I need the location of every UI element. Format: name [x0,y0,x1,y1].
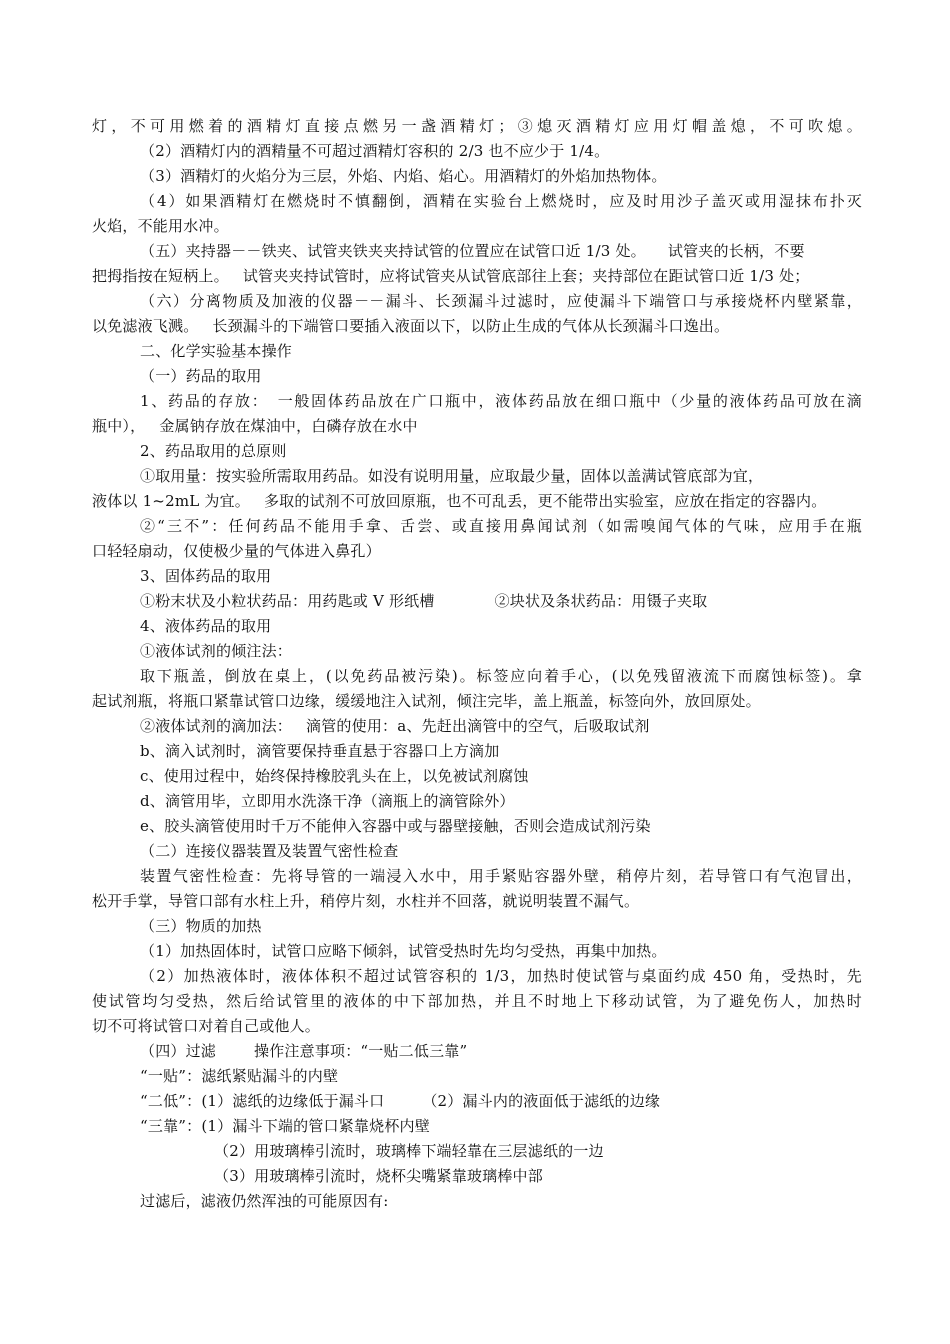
text-line: 3、固体药品的取用 [140,567,272,585]
text-line: “三靠”：(1）漏斗下端的管口紧靠烧杯内壁 [140,1117,430,1135]
text-line: （1）加热固体时，试管口应略下倾斜，试管受热时先均匀受热，再集中加热。 [140,942,667,960]
text-line [92,314,862,339]
text-line [92,714,862,739]
text-line: ①液体试剂的倾注法： [140,642,293,660]
text-segment: ①粉末状及小粒状药品：用药匙或 V 形纸槽 [140,592,435,610]
text-segment: 试管夹夹持试管时，应将试管夹从试管底部往上套；夹持部位在距试管口近 1/3 处； [242,267,810,285]
text-line: （3）用玻璃棒引流时，烧杯尖嘴紧靠玻璃棒中部 [214,1167,543,1185]
text-line: 装置气密性检查：先将导管的一端浸入水中，用手紧贴容器外壁，稍停片刻，若导管口有气泡冒出， [140,867,862,885]
subsection-heading: （二）连接仪器装置及装置气密性检查 [140,842,399,860]
subsection-heading [92,1039,862,1064]
text-segment: 试管夹的长柄，不要 [667,242,805,260]
section-heading: 二、化学实验基本操作 [140,342,293,360]
text-line: 过滤后，滤液仍然浑浊的可能原因有: [140,1192,389,1210]
text-segment: 多取的试剂不可放回原瓶，也不可乱丢，更不能带出实验室，应放在指定的容器内。 [263,492,827,510]
text-line [92,414,862,439]
text-segment: “二低”：(1）滤纸的边缘低于漏斗口 [140,1092,385,1110]
text-segment: （2）漏斗内的液面低于滤纸的边缘 [422,1092,661,1110]
text-line: 火焰，不能用水冲。 [92,217,229,235]
text-line: 4、液体药品的取用 [140,617,272,635]
subsection-heading: （一）药品的取用 [140,367,262,385]
text-segment: 以免滤液飞溅。 [92,317,199,335]
text-line [92,589,862,614]
text-segment: （四）过滤 [140,1042,217,1060]
text-line: 起试剂瓶，将瓶口紧靠试管口边缘，缓缓地注入试剂，倾注完毕，盖上瓶盖，标签向外，放回原处。 [92,692,761,710]
text-segment: （五）夹持器－－铁夹、试管夹铁夹夹持试管的位置应在试管口近 1/3 处。 [140,242,646,260]
text-line: ②“三不”：任何药品不能用手拿、舌尝、或直接用鼻闻试剂（如需嗅闻气体的气味，应用手在瓶 [140,517,862,535]
text-line: ①取用量：按实验所需取用药品。如没有说明用量，应取最少量，固体以盖满试管底部为宜， [140,467,764,485]
subsection-heading: （三）物质的加热 [140,917,262,935]
text-segment: 把拇指按在短柄上。 [92,267,229,285]
text-line: （六）分离物质及加液的仪器－－漏斗、长颈漏斗过滤时，应使漏斗下端管口与承接烧杯内壁紧靠， [140,292,862,310]
text-line: 切不可将试管口对着自己或他人。 [92,1017,321,1035]
text-segment: 瓶中）， [92,417,146,435]
text-line: 取下瓶盖，倒放在桌上，(以免药品被污染)。标签应向着手心，(以免残留液流下而腐蚀标签)。拿 [140,667,862,685]
text-line: 松开手掌，导管口部有水柱上升，稍停片刻，水柱并不回落，就说明装置不漏气。 [92,892,640,910]
text-line: d、滴管用毕，立即用水洗涤干净（滴瓶上的滴管除外） [140,792,515,810]
text-line: 使试管均匀受热，然后给试管里的液体的中下部加热，并且不时地上下移动试管，为了避免伤人，加热时 [92,992,862,1010]
text-segment: 金属钠存放在煤油中，白磷存放在水中 [159,417,418,435]
text-segment: 操作注意事项：“一贴二低三靠” [254,1042,468,1060]
document-page [92,114,862,1214]
text-line: 口轻轻扇动，仅使极少量的气体进入鼻孔） [92,542,381,560]
text-line: （4）如果酒精灯在燃烧时不慎翻倒，酒精在实验台上燃烧时，应及时用沙子盖灭或用湿抹布扑灭 [140,192,862,210]
text-line: 灯，不可用燃着的酒精灯直接点燃另一盏酒精灯；③熄灭酒精灯应用灯帽盖熄，不可吹熄。 [92,117,862,135]
text-segment: ②块状及条状药品：用镊子夹取 [494,592,708,610]
text-line: 2、药品取用的总原则 [140,442,287,460]
text-line [92,489,862,514]
text-segment: 滴管的使用：a、先赶出滴管中的空气，后吸取试剂 [306,717,650,735]
text-line: b、滴入试剂时，滴管要保持垂直悬于容器口上方滴加 [140,742,500,760]
text-line: （2）酒精灯内的酒精量不可超过酒精灯容积的 2/3 也不应少于 1/4。 [140,142,610,160]
text-line: （3）酒精灯的火焰分为三层，外焰、内焰、焰心。用酒精灯的外焰加热物体。 [140,167,667,185]
text-line [92,239,862,264]
text-line: “一贴”：滤纸紧贴漏斗的内壁 [140,1067,339,1085]
text-line: e、胶头滴管使用时千万不能伸入容器中或与器壁接触，否则会造成试剂污染 [140,817,651,835]
text-line: （2）用玻璃棒引流时，玻璃棒下端轻靠在三层滤纸的一边 [214,1142,604,1160]
text-line [92,264,862,289]
text-line [92,1089,862,1114]
text-segment: 长颈漏斗的下端管口要插入液面以下，以防止生成的气体从长颈漏斗口逸出。 [212,317,730,335]
text-line: c、使用过程中，始终保持橡胶乳头在上，以免被试剂腐蚀 [140,767,529,785]
text-line: 1、药品的存放： 一般固体药品放在广口瓶中，液体药品放在细口瓶中（少量的液体药品可放在滴 [140,392,862,410]
text-segment: ②液体试剂的滴加法： [140,717,293,735]
text-line: （2）加热液体时，液体体积不超过试管容积的 1/3，加热时使试管与桌面约成 450 角，受热时，先 [140,967,862,985]
text-segment: 液体以 1~2mL 为宜。 [92,492,250,510]
